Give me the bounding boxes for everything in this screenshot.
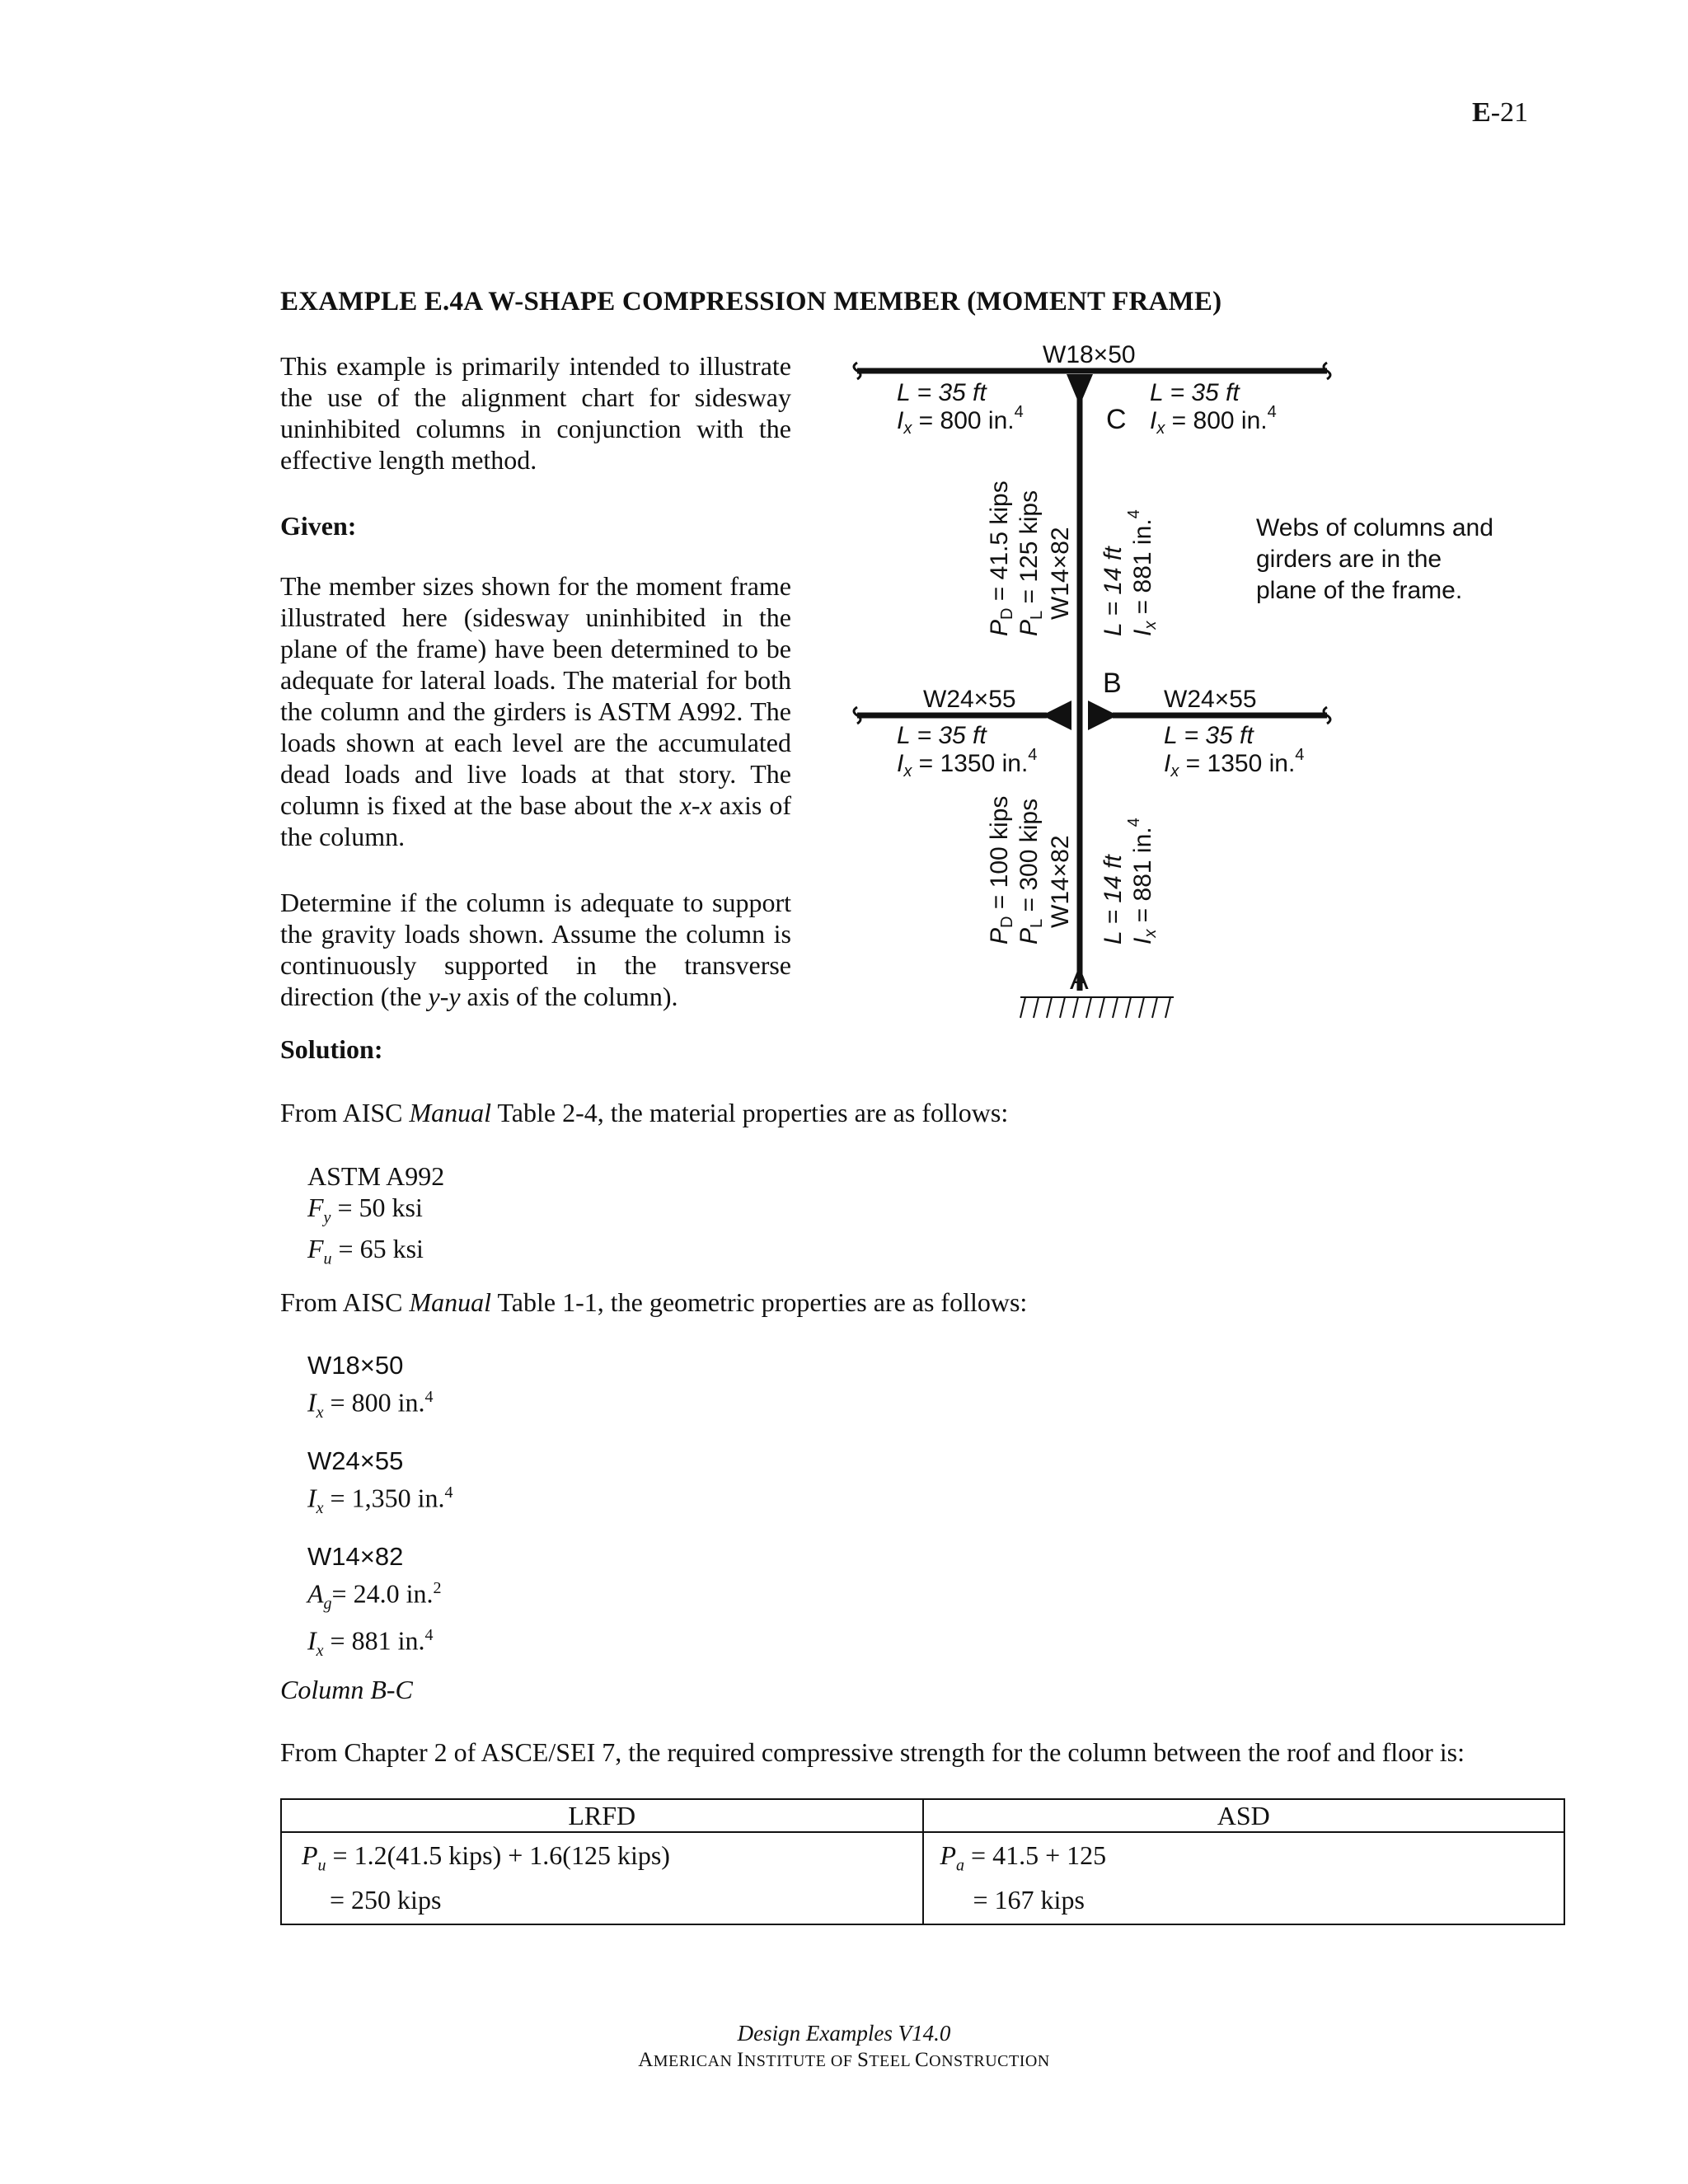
mid-right-girder-label: W24×55 [1164, 686, 1257, 713]
material-intro: From AISC Manual Table 2-4, the material properties are as follows: [280, 1098, 1009, 1127]
footer-organization: AMERICAN INSTITUTE OF STEEL CONSTRUCTION [638, 2049, 1050, 2071]
lrfd-result: = 250 kips [330, 1885, 442, 1915]
given-p2-text-b: axis of the column). [460, 982, 678, 1011]
lower-column-length: L = 14 ft [1100, 855, 1127, 944]
lrfd-equation: $P_u = 1.2(41.5$ kips) + 1.6(125 kips) [302, 1840, 670, 1875]
top-right-inertia: $I_x = 800$ in.$^4$ [1150, 403, 1277, 438]
top-left-inertia: $I_x = 800$ in.$^4$ [897, 403, 1024, 438]
yield-strength: $F_y = 50$ ksi [307, 1193, 423, 1227]
table-header-row [281, 1799, 1564, 1832]
given-paragraph-2 [280, 887, 791, 1012]
page-number: E-21 [1472, 97, 1529, 128]
asd-cell [923, 1832, 1565, 1924]
upper-live-load: $P_L = 125$ kips [1015, 490, 1046, 636]
mid-left-length: L = 35 ft [897, 722, 987, 749]
fixed-base-hatch-icon [1020, 997, 1170, 1018]
joint-b-left-connection-icon [1042, 701, 1071, 730]
example-title: EXAMPLE E.4A W-SHAPE COMPRESSION MEMBER (MOMENT FRAME) [280, 287, 1222, 316]
footer-publication: Design Examples V14.0 [737, 2021, 951, 2046]
section-w14x82-ag: $A_g= 24.0$ in.$^2$ [307, 1578, 442, 1614]
given-p1-text-b: axis of the column. [280, 790, 792, 851]
lower-column-section: W14×82 [1047, 835, 1074, 928]
column-bc-heading: Column B-C [280, 1675, 413, 1704]
mid-right-length: L = 35 ft [1164, 722, 1254, 749]
given-p2-axis: y-y [428, 982, 461, 1011]
asd-equation: $P_a = 41.5 + 125$ [940, 1840, 1107, 1875]
material-name: ASTM A992 [307, 1161, 445, 1191]
note-line-1: Webs of columns and [1256, 514, 1493, 541]
section-w24x55-ix: $I_x = 1,350$ in.$^4$ [307, 1483, 453, 1518]
upper-column-section: W14×82 [1047, 527, 1074, 620]
lower-live-load: $P_L = 300$ kips [1015, 798, 1046, 944]
section-w24x55 [307, 1446, 452, 1524]
upper-column-length: L = 14 ft [1100, 546, 1127, 636]
section-w14x82-ix: $I_x = 881$ in.$^4$ [307, 1625, 434, 1661]
asd-result: = 167 kips [973, 1885, 1085, 1915]
top-left-length: L = 35 ft [897, 379, 987, 406]
table-row [281, 1832, 1564, 1924]
given-p1-text-a: The member sizes shown for the moment frame illustrated here (sidesway uninhibited in the plane of the frame) have been determined to be adequate for lateral loads. The material for both the column and the girders is ASTM A992. The loads shown at each level are the accumulated dead loads and live loads at that story. The column is fixed at the base about the [280, 571, 791, 820]
note-line-3: plane of the frame. [1256, 577, 1463, 604]
section-w14x82 [307, 1541, 441, 1666]
joint-b-label: B [1103, 668, 1122, 699]
lower-dead-load: $P_D = 100$ kips [986, 795, 1016, 944]
tensile-strength: $F_u = 65$ ksi [307, 1234, 424, 1268]
section-w18x50-ix: $I_x = 800$ in.$^4$ [307, 1387, 434, 1422]
required-strength-text: From Chapter 2 of ASCE/SEI 7, the required compressive strength for the column between the roof and floor is: [280, 1737, 1465, 1767]
mid-left-inertia: $I_x = 1350$ in.$^4$ [897, 746, 1038, 780]
intro-paragraph [280, 350, 791, 476]
lrfd-header: LRFD [281, 1799, 923, 1832]
lower-column-inertia: $I_x = 881$ in.$^4$ [1125, 818, 1160, 944]
lrfd-asd-table [280, 1798, 1565, 1925]
mid-right-inertia: $I_x = 1350$ in.$^4$ [1164, 746, 1305, 780]
joint-b-right-connection-icon [1088, 701, 1118, 730]
given-paragraph-1 [280, 570, 791, 852]
upper-column-inertia: $I_x = 881$ in.$^4$ [1125, 509, 1160, 636]
material-properties [307, 1160, 444, 1275]
section-w18x50-name: W18×50 [307, 1351, 404, 1380]
given-heading: Given: [280, 511, 357, 541]
mid-left-girder-label: W24×55 [923, 686, 1016, 713]
joint-c-label: C [1106, 404, 1127, 435]
given-p1-axis: x-x [679, 790, 712, 820]
upper-dead-load: $P_D = 41.5$ kips [986, 480, 1016, 636]
intro-text: This example is primarily intended to illustrate the use of the alignment chart for sidesway uninhibited columns in conjunction with the effective length method. [280, 351, 791, 475]
top-girder-label: W18×50 [1043, 341, 1136, 368]
given-p2-text-a: Determine if the column is adequate to support the gravity loads shown. Assume the column is continuously supported in the transverse direction (the [280, 888, 791, 1011]
lrfd-cell [281, 1832, 923, 1924]
top-right-length: L = 35 ft [1150, 379, 1240, 406]
geometric-intro: From AISC Manual Table 1-1, the geometric properties are as follows: [280, 1287, 1028, 1317]
joint-a-label: A [1070, 964, 1089, 996]
note-line-2: girders are in the [1256, 546, 1442, 573]
section-w14x82-name: W14×82 [307, 1542, 404, 1571]
solution-heading: Solution: [280, 1034, 383, 1064]
asd-header: ASD [923, 1799, 1565, 1832]
moment-frame-diagram [841, 338, 1541, 1047]
section-w18x50 [307, 1350, 433, 1428]
section-w24x55-name: W24×55 [307, 1446, 404, 1475]
